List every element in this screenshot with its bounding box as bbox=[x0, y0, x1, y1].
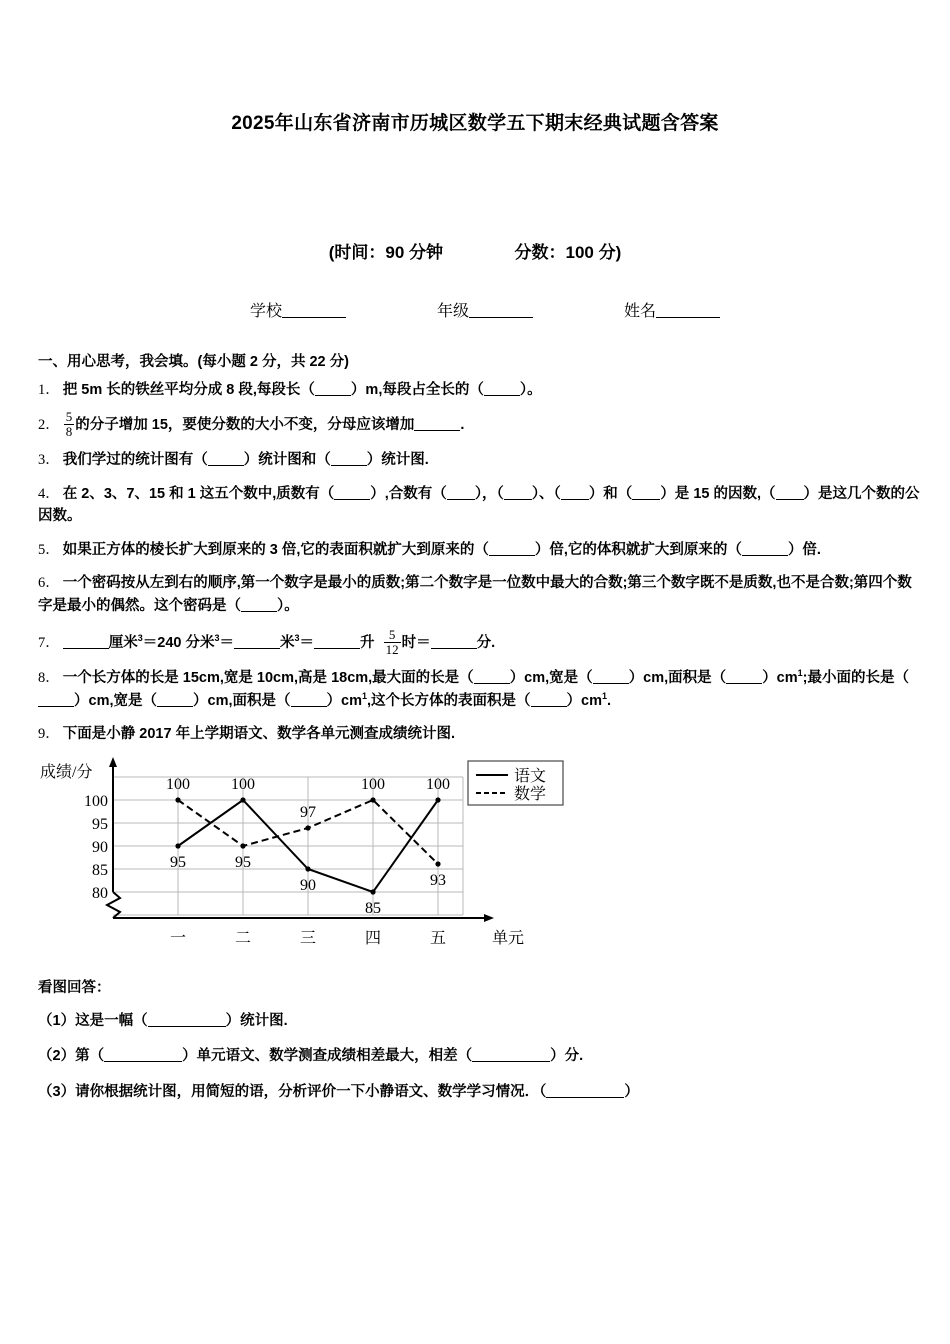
question-6: 6． 一个密码按从左到右的顺序,第一个数字是最小的质数;第二个数字是一位数中最大的合数;第三个数字既不是质数,也不是合数;第四个数字是最小的偶然。这个密码是（ ）。 bbox=[38, 575, 912, 614]
label-chinese-4: 85 bbox=[365, 899, 381, 917]
q1-blank-2[interactable] bbox=[484, 383, 520, 396]
legend-label-math: 数学 bbox=[514, 785, 547, 803]
name-blank[interactable] bbox=[656, 303, 720, 318]
legend-label-chinese: 语文 bbox=[514, 767, 547, 785]
sub-questions bbox=[38, 977, 920, 1104]
q8-blank-4[interactable] bbox=[38, 694, 74, 707]
sub-question-1: （1）这是一幅（ ）统计图. bbox=[38, 1012, 288, 1029]
ytick-90: 90 bbox=[92, 838, 108, 856]
field-name: 姓名 bbox=[624, 298, 720, 321]
question-4: 4． 在 2、3、7、15 和 1 这五个数中,质数有（ ）,合数有（ ），（ ）、（ ）和（ ）是 15 的因数,（ ）是这几个数的公因数。 bbox=[38, 485, 920, 525]
chart-y-arrow bbox=[109, 757, 117, 767]
q4-blank-5[interactable] bbox=[632, 487, 660, 500]
label-chinese-5: 100 bbox=[426, 775, 450, 793]
label-math-1: 100 bbox=[166, 775, 190, 793]
sub-q2-blank-1[interactable] bbox=[104, 1049, 182, 1062]
q6-blank-1[interactable] bbox=[241, 599, 277, 612]
chart-gridlines bbox=[113, 777, 463, 915]
label-chinese-2: 100 bbox=[231, 775, 255, 793]
question-7-number: 7． bbox=[38, 634, 60, 651]
ytick-85: 85 bbox=[92, 861, 108, 879]
xtick-5: 五 bbox=[429, 929, 447, 947]
question-1-number: 1． bbox=[38, 381, 60, 398]
sub-question-3: （3）请你根据统计图，用简短的语，分析评价一下小静语文、数学学习情况．（ ） bbox=[38, 1083, 639, 1100]
xtick-3: 三 bbox=[299, 929, 317, 947]
q2-fraction: $\frac{5}{8}$ bbox=[65, 409, 73, 439]
question-6-number: 6． bbox=[38, 575, 60, 592]
sub-questions-lead: 看图回答： bbox=[38, 979, 111, 996]
q4-blank-2[interactable] bbox=[447, 487, 475, 500]
q7-fraction: $\frac{5}{12}$ bbox=[385, 627, 399, 657]
question-4-number: 4． bbox=[38, 485, 60, 502]
question-3: 3． 我们学过的统计图有（ ）统计图和（ ）统计图. bbox=[38, 452, 429, 469]
ytick-95: 95 bbox=[92, 815, 108, 833]
question-1: 1． 把 5m 长的铁丝平均分成 8 段,每段长（ ）m,每段占全长的（ ）。 bbox=[38, 381, 542, 398]
question-5-number: 5． bbox=[38, 541, 60, 558]
question-2-number: 2． bbox=[38, 416, 60, 433]
chart-x-tick-labels bbox=[170, 929, 446, 947]
label-math-5: 93 bbox=[430, 871, 446, 889]
q7-blank-1[interactable] bbox=[63, 636, 109, 649]
q4-blank-4[interactable] bbox=[561, 487, 589, 500]
chart-legend bbox=[468, 761, 563, 805]
chart-axis-break-icon bbox=[107, 892, 120, 918]
student-fields bbox=[250, 298, 720, 321]
chart-y-axis-label: 成绩/分 bbox=[40, 763, 93, 781]
question-8: 8． 一个长方体的长是 15cm,宽是 10cm,高是 18cm,最大面的长是（ ）cm,宽是（ ）cm,面积是（ ）$cm^1$;最小面的长是（）cm,宽是（ ）cm,面积是（ ）$cm^1$,这个长方体的表面积是（ ）$cm^1$. bbox=[38, 668, 909, 709]
question-8-number: 8． bbox=[38, 670, 60, 687]
q5-blank-2[interactable] bbox=[742, 543, 788, 556]
ytick-100: 100 bbox=[84, 792, 108, 810]
exam-meta bbox=[0, 238, 950, 263]
section-heading: 一、用心思考，我会填。(每小题 2 分，共 22 分) bbox=[38, 354, 349, 370]
q8-blank-5[interactable] bbox=[157, 694, 193, 707]
q2-blank-1[interactable] bbox=[414, 418, 460, 431]
q4-blank-1[interactable] bbox=[334, 487, 370, 500]
q7-blank-4[interactable] bbox=[431, 636, 477, 649]
sub-q2-blank-2[interactable] bbox=[472, 1049, 550, 1062]
question-9: 9． 下面是小静 2017 年上学期语文、数学各单元测查成绩统计图. bbox=[38, 726, 456, 743]
xtick-1: 一 bbox=[169, 929, 187, 947]
page-title: 2025年山东省济南市历城区数学五下期末经典试题含答案 bbox=[231, 113, 719, 134]
q4-blank-6[interactable] bbox=[776, 487, 804, 500]
school-blank[interactable] bbox=[282, 303, 346, 318]
xtick-2: 二 bbox=[234, 929, 252, 947]
sub-q1-blank[interactable] bbox=[148, 1014, 226, 1027]
q1-blank-1[interactable] bbox=[315, 383, 351, 396]
q8-blank-3[interactable] bbox=[726, 671, 762, 684]
grade-blank[interactable] bbox=[469, 303, 533, 318]
q8-blank-6[interactable] bbox=[291, 694, 327, 707]
chart-x-axis-label: 单元 bbox=[491, 929, 525, 947]
q4-blank-3[interactable] bbox=[504, 487, 532, 500]
series-math-labels bbox=[166, 776, 446, 889]
q8-blank-7[interactable] bbox=[531, 694, 567, 707]
label-math-3: 97 bbox=[300, 803, 316, 821]
label-math-4: 100 bbox=[361, 775, 385, 793]
field-school: 学校 bbox=[250, 298, 346, 321]
q7-blank-2[interactable] bbox=[234, 636, 280, 649]
exam-content bbox=[38, 352, 920, 1116]
label-chinese-1: 95 bbox=[170, 853, 186, 871]
question-3-number: 3． bbox=[38, 452, 60, 469]
label-chinese-3: 90 bbox=[300, 876, 316, 894]
sub-question-2: （2）第（ ）单元语文、数学测查成绩相差最大，相差（ ）分. bbox=[38, 1048, 584, 1065]
chart-x-arrow bbox=[484, 914, 494, 922]
question-5: 5． 如果正方体的棱长扩大到原来的 3 倍,它的表面积就扩大到原来的（ ）倍,它的体积就扩大到原来的（ ）倍. bbox=[38, 541, 821, 558]
label-math-2: 95 bbox=[235, 853, 251, 871]
question-9-number: 9． bbox=[38, 726, 60, 743]
chart-svg bbox=[38, 755, 578, 963]
field-grade: 年级 bbox=[437, 298, 533, 321]
question-2: 2． $\frac{5}{8}$ 的分子增加 15，要使分数的大小不变，分母应该增加 . bbox=[38, 409, 465, 439]
score-line-chart bbox=[38, 755, 578, 963]
exam-score: 分数：100 分) bbox=[514, 243, 622, 262]
q3-blank-2[interactable] bbox=[331, 453, 367, 466]
chart-y-tick-labels bbox=[84, 793, 108, 902]
exam-time: (时间：90 分钟 bbox=[328, 243, 444, 262]
q3-blank-1[interactable] bbox=[208, 453, 244, 466]
question-7: 7． 厘米$^3$＝240 分米$^3$＝ 米$^3$＝ 升 $\frac{5}{12}$ 时＝ 分. bbox=[38, 627, 496, 657]
sub-q3-blank[interactable] bbox=[546, 1085, 624, 1098]
xtick-4: 四 bbox=[364, 929, 382, 947]
ytick-80: 80 bbox=[92, 884, 108, 902]
q5-blank-1[interactable] bbox=[489, 543, 535, 556]
q8-blank-1[interactable] bbox=[474, 671, 510, 684]
q7-blank-3[interactable] bbox=[314, 636, 360, 649]
q8-blank-2[interactable] bbox=[593, 671, 629, 684]
